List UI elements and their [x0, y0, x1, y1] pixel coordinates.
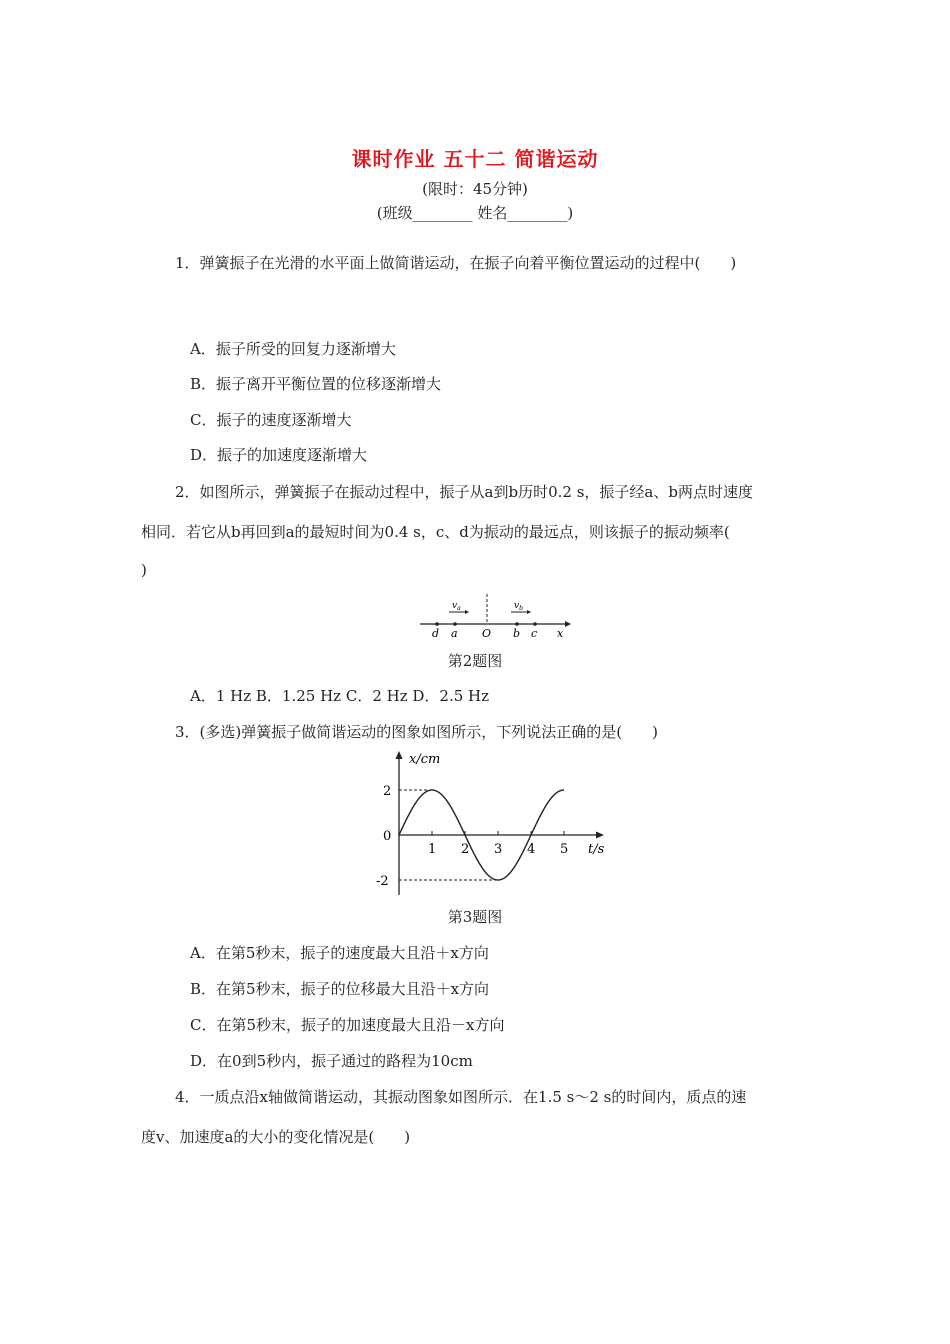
- q4-stem-line1: 4．一质点沿x轴做简谐运动，其振动图象如图所示．在1.5 s～2 s的时间内，质点的速: [175, 1088, 747, 1106]
- worksheet-title: 课时作业 五十二 简谐运动: [351, 147, 599, 171]
- x-tick-label-2: 2: [461, 842, 470, 857]
- x-tick-label-1: 1: [428, 842, 437, 857]
- y-tick-label-neg2: -2: [376, 874, 389, 889]
- q4-stem-line2: 度v、加速度a的大小的变化情况是( ): [141, 1128, 411, 1146]
- y-tick-label-2: 2: [383, 784, 392, 799]
- q2-stem-line2: 相同．若它从b再回到a的最短时间为0.4 s，c、d为振动的最远点，则该振子的振动频率(: [141, 523, 730, 541]
- q1-option-b: B．振子离开平衡位置的位移逐渐增大: [190, 375, 442, 393]
- y-axis-arrow: [396, 751, 403, 759]
- x-axis-arrow: [565, 621, 571, 627]
- q1-stem: 1．弹簧振子在光滑的水平面上做简谐运动，在振子向着平衡位置运动的过程中( ): [175, 254, 737, 272]
- q2-stem-line3: ): [141, 561, 147, 579]
- y-axis-label: x/cm: [409, 752, 441, 767]
- x-tick-label-3: 3: [494, 842, 503, 857]
- q3-option-d: D．在0到5秒内，振子通过的路程为10cm: [190, 1052, 473, 1070]
- point-b: [515, 622, 519, 626]
- q2-caption: 第2题图: [447, 652, 503, 670]
- q2-options: A．1 Hz B．1.25 Hz C．2 Hz D．2.5 Hz: [190, 687, 490, 705]
- q3-stem: 3．(多选)弹簧振子做简谐运动的图象如图所示，下列说法正确的是( ): [175, 723, 658, 741]
- q3-option-a: A．在第5秒末，振子的速度最大且沿＋x方向: [190, 944, 489, 962]
- x-axis-label: t/s: [588, 842, 605, 857]
- q3-option-b: B．在第5秒末，振子的位移最大且沿＋x方向: [190, 980, 490, 998]
- velocity-b-label: $v_b$: [514, 601, 523, 612]
- q2-stem-line1: 2．如图所示，弹簧振子在振动过程中，振子从a到b历时0.2 s，振子经a、b两点时速度: [175, 483, 753, 501]
- label-c: c: [531, 627, 538, 640]
- q1-option-c: C．振子的速度逐渐增大: [190, 411, 352, 429]
- q3-chart: [360, 745, 620, 900]
- x-tick-label-4: 4: [527, 842, 536, 857]
- velocity-b-arrowhead: [527, 610, 531, 614]
- time-limit: (限时：45分钟): [422, 180, 528, 198]
- class-name-line: (班级________ 姓名________): [376, 204, 574, 222]
- label-d: d: [432, 627, 440, 640]
- point-d: [435, 622, 439, 626]
- x-tick-label-5: 5: [560, 842, 569, 857]
- label-x: x: [557, 627, 564, 640]
- q3-caption: 第3题图: [447, 908, 503, 926]
- point-c: [533, 622, 537, 626]
- x-axis-arrow: [596, 832, 604, 839]
- point-a: [453, 622, 457, 626]
- q1-option-a: A．振子所受的回复力逐渐增大: [190, 340, 396, 358]
- y-tick-label-0: 0: [383, 829, 392, 844]
- q3-option-c: C．在第5秒末，振子的加速度最大且沿－x方向: [190, 1016, 505, 1034]
- velocity-a-label: $v_a$: [452, 601, 461, 612]
- label-o: O: [482, 627, 492, 640]
- q2-figure: [415, 592, 575, 642]
- label-b: b: [513, 627, 521, 640]
- label-a: a: [451, 627, 458, 640]
- velocity-a-arrowhead: [465, 610, 469, 614]
- q1-option-d: D．振子的加速度逐渐增大: [190, 446, 368, 464]
